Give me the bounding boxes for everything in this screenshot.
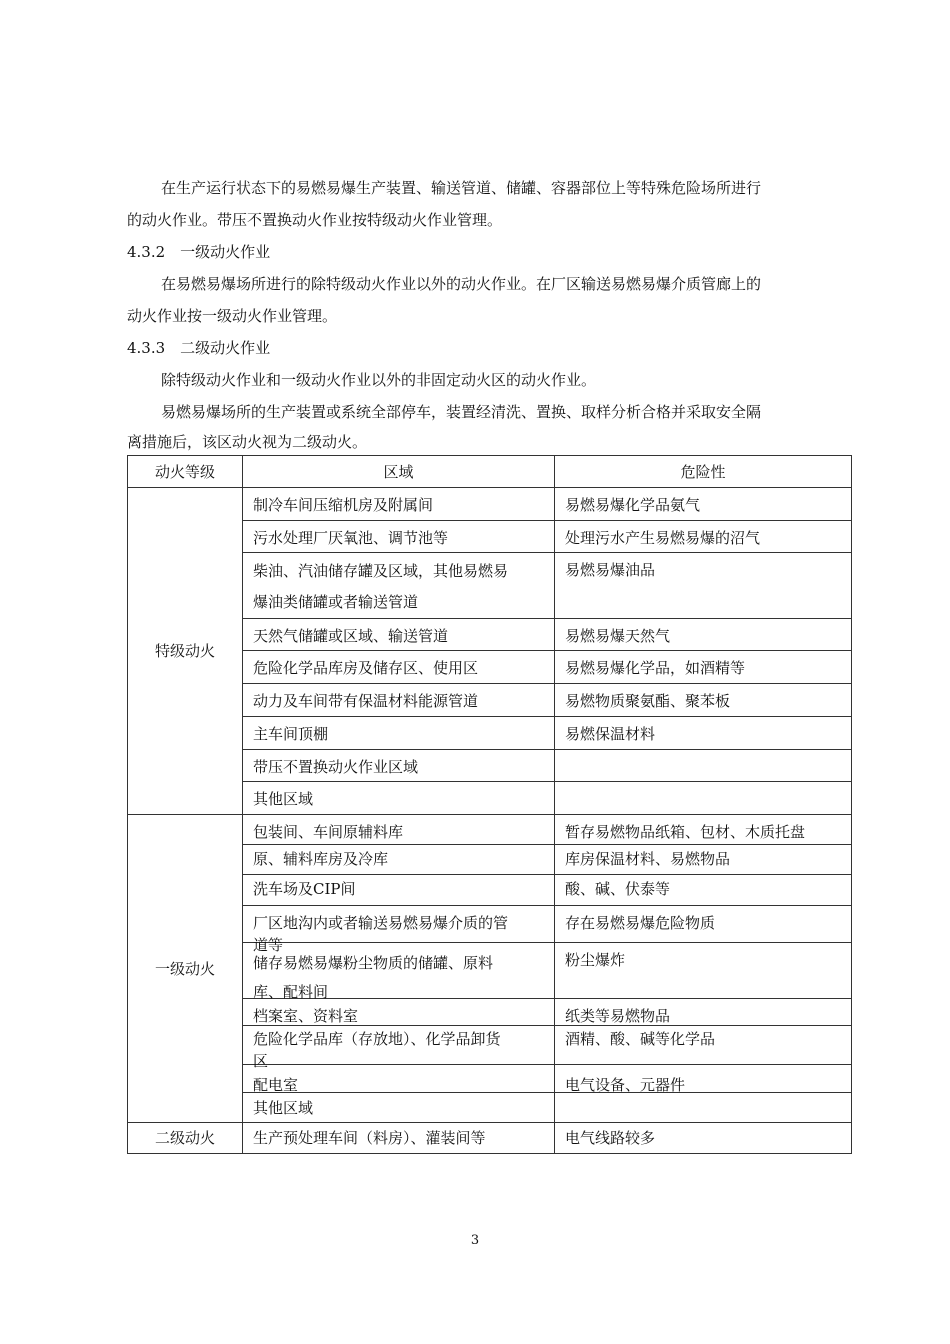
hazard-cell: 易燃易爆化学品氨气 xyxy=(555,488,852,521)
area-cell: 配电室 xyxy=(243,1065,555,1093)
hazard-cell: 暂存易燃物品纸箱、包材、木质托盘 xyxy=(555,815,852,845)
hazard-cell: 处理污水产生易燃易爆的沼气 xyxy=(555,521,852,553)
area-cell: 档案室、资料室 xyxy=(243,999,555,1026)
paragraph-2-line-1: 在易燃易爆场所进行的除特级动火作业以外的动火作业。在厂区输送易燃易爆介质管廊上的 xyxy=(161,275,762,293)
hazard-cell: 电气线路较多 xyxy=(555,1123,852,1154)
section-heading-4-3-3: 4.3.3 二级动火作业 xyxy=(127,339,271,357)
paragraph-1-line-2: 的动火作业。带压不置换动火作业按特级动火作业管理。 xyxy=(127,211,503,229)
hazard-cell: 易燃物质聚氨酯、聚苯板 xyxy=(555,684,852,717)
paragraph-3-line-1: 除特级动火作业和一级动火作业以外的非固定动火区的动火作业。 xyxy=(161,371,597,389)
header-area: 区域 xyxy=(243,456,555,488)
hot-work-table xyxy=(127,455,852,1154)
table-row xyxy=(128,1123,852,1154)
area-cell: 柴油、汽油储存罐及区域，其他易燃易 爆油类储罐或者输送管道 xyxy=(243,553,555,619)
area-cell: 带压不置换动火作业区域 xyxy=(243,750,555,782)
area-cell: 危险化学品库房及储存区、使用区 xyxy=(243,651,555,684)
table-row xyxy=(128,488,852,521)
hazard-cell: 电气设备、元器件 xyxy=(555,1065,852,1093)
section-heading-4-3-2: 4.3.2 一级动火作业 xyxy=(127,243,271,261)
hazard-cell: 纸类等易燃物品 xyxy=(555,999,852,1026)
level-special: 特级动火 xyxy=(128,488,243,815)
level-second: 二级动火 xyxy=(128,1123,243,1154)
paragraph-4-line-1: 易燃易爆场所的生产装置或系统全部停车，装置经清洗、置换、取样分析合格并采取安全隔 xyxy=(161,403,762,421)
hazard-cell: 酸、碱、伏泰等 xyxy=(555,875,852,906)
header-hazard: 危险性 xyxy=(555,456,852,488)
area-cell: 污水处理厂厌氧池、调节池等 xyxy=(243,521,555,553)
hazard-cell xyxy=(555,782,852,815)
header-level: 动火等级 xyxy=(128,456,243,488)
hazard-cell: 易燃易爆油品 xyxy=(555,553,852,619)
area-cell: 危险化学品库（存放地）、化学品卸货 区 xyxy=(243,1026,555,1065)
area-cell: 生产预处理车间（料房）、灌装间等 xyxy=(243,1123,555,1154)
area-cell: 制冷车间压缩机房及附属间 xyxy=(243,488,555,521)
hazard-cell xyxy=(555,750,852,782)
hazard-cell: 易燃保温材料 xyxy=(555,717,852,750)
hazard-cell: 易燃易爆天然气 xyxy=(555,619,852,651)
paragraph-4-line-2: 离措施后，该区动火视为二级动火。 xyxy=(127,433,368,451)
area-cell: 包装间、车间原辅料库 xyxy=(243,815,555,845)
hazard-cell: 库房保温材料、易燃物品 xyxy=(555,845,852,875)
area-cell: 洗车场及CIP间 xyxy=(243,875,555,906)
hazard-cell: 酒精、酸、碱等化学品 xyxy=(555,1026,852,1065)
area-cell: 厂区地沟内或者输送易燃易爆介质的管 道等 xyxy=(243,906,555,943)
area-cell: 动力及车间带有保温材料能源管道 xyxy=(243,684,555,717)
paragraph-2-line-2: 动火作业按一级动火作业管理。 xyxy=(127,307,338,325)
hazard-cell xyxy=(555,1093,852,1123)
hazard-cell: 存在易燃易爆危险物质 xyxy=(555,906,852,943)
hazard-cell: 粉尘爆炸 xyxy=(555,943,852,999)
area-cell: 原、辅料库房及冷库 xyxy=(243,845,555,875)
area-cell: 主车间顶棚 xyxy=(243,717,555,750)
paragraph-1-line-1: 在生产运行状态下的易燃易爆生产装置、输送管道、储罐、容器部位上等特殊危险场所进行 xyxy=(161,179,762,197)
area-cell: 其他区域 xyxy=(243,782,555,815)
area-cell: 其他区域 xyxy=(243,1093,555,1123)
level-first: 一级动火 xyxy=(128,815,243,1123)
area-cell: 储存易燃易爆粉尘物质的储罐、原料 库、配料间 xyxy=(243,943,555,999)
page-number: 3 xyxy=(470,1233,480,1248)
table-header-row xyxy=(128,456,852,488)
area-cell: 天然气储罐或区域、输送管道 xyxy=(243,619,555,651)
hazard-cell: 易燃易爆化学品，如酒精等 xyxy=(555,651,852,684)
table-row xyxy=(128,815,852,845)
